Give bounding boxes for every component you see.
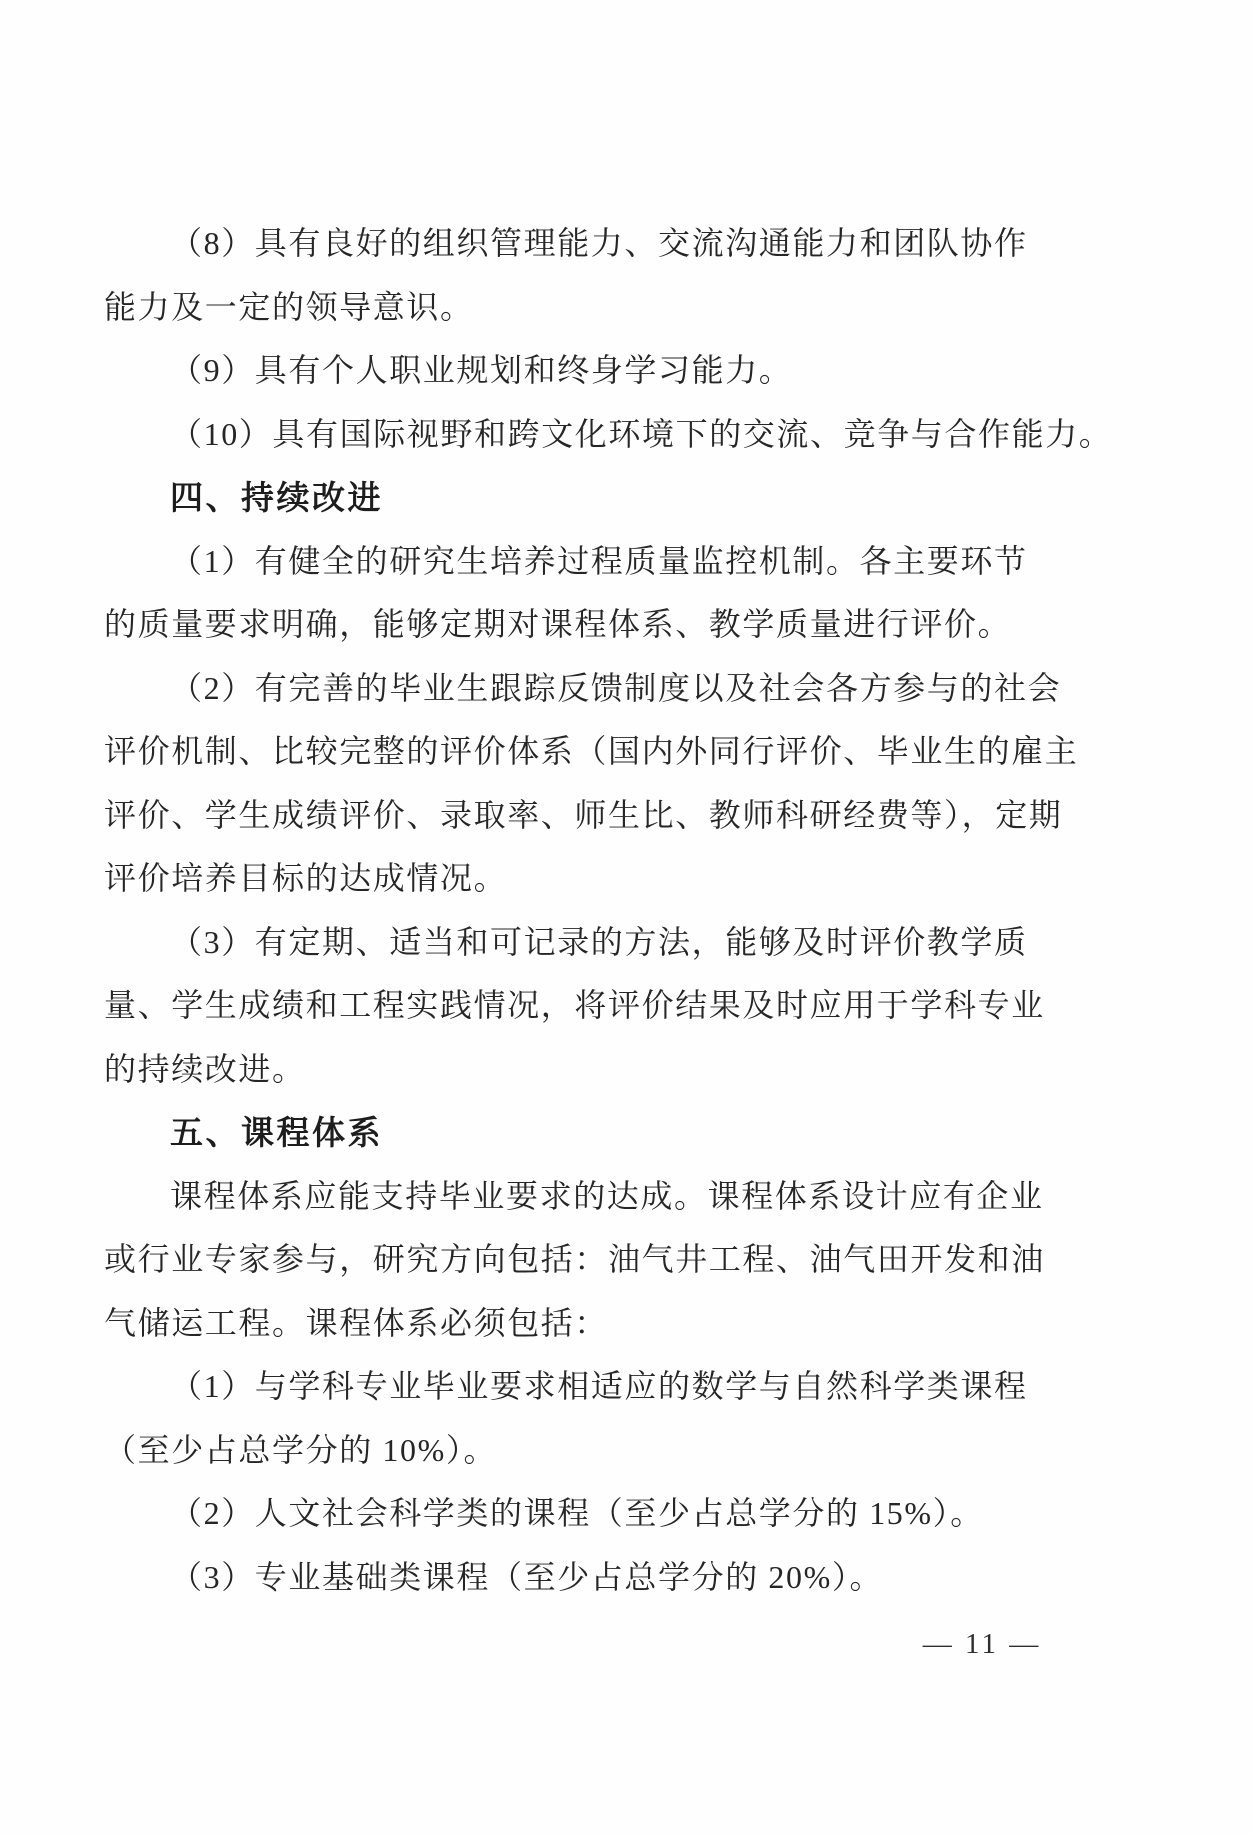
paragraph-line: 能力及一定的领导意识。	[104, 288, 474, 325]
paragraph-line: （3）有定期、适当和可记录的方法，能够及时评价教学质	[170, 923, 1028, 960]
paragraph-line: 或行业专家参与，研究方向包括：油气井工程、油气田开发和油	[104, 1241, 1045, 1277]
paragraph-line: （2）有完善的毕业生跟踪反馈制度以及社会各方参与的社会	[170, 669, 1062, 706]
document-body	[104, 212, 1113, 1609]
page-number: — 11 —	[922, 1628, 1042, 1660]
paragraph-line: （10）具有国际视野和跨文化环境下的交流、竞争与合作能力。	[170, 415, 1113, 452]
paragraph-line: 课程体系应能支持毕业要求的达成。课程体系设计应有企业	[170, 1177, 1044, 1214]
section-heading-curriculum-system: 五、课程体系	[170, 1114, 383, 1151]
section-heading-continuous-improvement: 四、持续改进	[170, 479, 383, 516]
paragraph-line: （8）具有良好的组织管理能力、交流沟通能力和团队协作	[170, 225, 1028, 261]
paragraph-line: 评价机制、比较完整的评价体系（国内外同行评价、毕业生的雇主	[104, 733, 1079, 769]
paragraph-line: 评价培养目标的达成情况。	[104, 860, 508, 896]
paragraph-line: 的质量要求明确，能够定期对课程体系、教学质量进行评价。	[104, 606, 1012, 642]
paragraph-line: （3）专业基础类课程（至少占总学分的 20%）。	[170, 1558, 884, 1595]
paragraph-line: 气储运工程。课程体系必须包括：	[104, 1304, 609, 1341]
paragraph-line: （2）人文社会科学类的课程（至少占总学分的 15%）。	[170, 1495, 984, 1531]
paragraph-line: 的持续改进。	[104, 1050, 306, 1087]
paragraph-line: （1）与学科专业毕业要求相适应的数学与自然科学类课程	[170, 1368, 1028, 1404]
paragraph-line: （至少占总学分的 10%）。	[104, 1431, 498, 1468]
paragraph-line: （9）具有个人职业规划和终身学习能力。	[170, 352, 793, 388]
paragraph-line: 评价、学生成绩评价、录取率、师生比、教师科研经费等），定期	[104, 796, 1063, 833]
paragraph-line: 量、学生成绩和工程实践情况，将评价结果及时应用于学科专业	[104, 987, 1045, 1023]
paragraph-line: （1）有健全的研究生培养过程质量监控机制。各主要环节	[170, 542, 1028, 579]
